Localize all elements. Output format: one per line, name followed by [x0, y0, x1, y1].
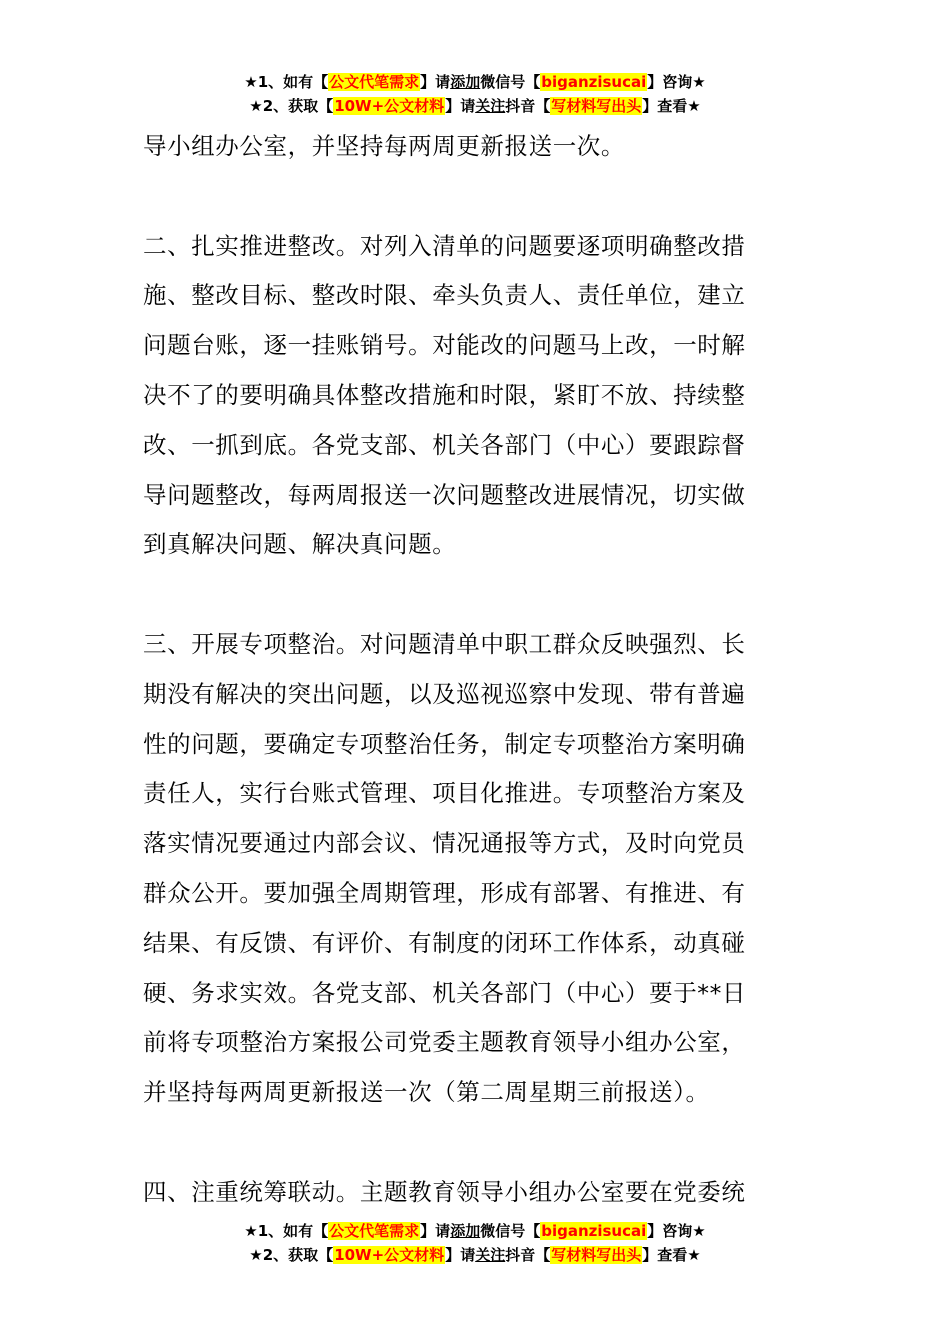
paragraph-gap: [143, 172, 808, 222]
banner-text: 】请: [445, 97, 476, 115]
banner-underline: 添加: [450, 73, 481, 91]
banner-line-2: [0, 1243, 950, 1267]
banner-text: 】请: [420, 1222, 451, 1240]
footer-banner: [0, 1219, 950, 1267]
text-line: 性的问题，要确定专项整治任务，制定专项整治方案明确: [143, 729, 746, 758]
banner-line-2: [0, 94, 950, 118]
banner-text: 】查看★: [642, 97, 701, 115]
banner-text: 微信号【: [480, 1222, 541, 1240]
banner-highlight: 公文代笔需求: [329, 1222, 420, 1240]
banner-highlight: 10W+公文材料: [334, 1246, 445, 1264]
banner-highlight: 写材料写出头: [551, 1246, 642, 1264]
paragraph-gap: [143, 1118, 808, 1168]
banner-underline: 关注: [475, 97, 506, 115]
banner-highlight: biganzisucai: [541, 73, 647, 91]
banner-text: 】请: [420, 73, 451, 91]
banner-underline: 关注: [475, 1246, 506, 1264]
banner-text: ★1、如有【: [244, 1222, 329, 1240]
text-line: 改、一抓到底。各党支部、机关各部门（中心）要跟踪督: [143, 430, 746, 459]
text-line: 导问题整改，每两周报送一次问题整改进展情况，切实做: [143, 480, 746, 509]
banner-line-1: [0, 70, 950, 94]
paragraph-continuation: [143, 122, 808, 172]
text-line: 前将专项整治方案报公司党委主题教育领导小组办公室，: [143, 1028, 746, 1057]
text-line: 问题台账，逐一挂账销号。对能改的问题马上改，一时解: [143, 331, 746, 360]
document-body: [143, 122, 808, 1218]
banner-text: ★1、如有【: [244, 73, 329, 91]
text-line: 结果、有反馈、有评价、有制度的闭环工作体系，动真碰: [143, 928, 746, 957]
banner-line-1: [0, 1219, 950, 1243]
banner-text: 微信号【: [480, 73, 541, 91]
banner-highlight: 公文代笔需求: [329, 73, 420, 91]
paragraph-2: [143, 222, 808, 571]
text-line: 到真解决问题、解决真问题。: [143, 530, 457, 559]
text-line: 二、扎实推进整改。对列入清单的问题要逐项明确整改措: [143, 231, 746, 260]
text-line: 四、注重统筹联动。主题教育领导小组办公室要在党委统: [143, 1177, 746, 1206]
text-line: 施、整改目标、整改时限、牵头负责人、责任单位，建立: [143, 281, 746, 310]
banner-text: 抖音【: [505, 97, 551, 115]
text-line: 决不了的要明确具体整改措施和时限，紧盯不放、持续整: [143, 380, 746, 409]
paragraph-gap: [143, 570, 808, 620]
text-line: 并坚持每两周更新报送一次（第二周星期三前报送）。: [143, 1078, 710, 1107]
text-line: 期没有解决的突出问题，以及巡视巡察中发现、带有普遍: [143, 679, 746, 708]
banner-highlight: 写材料写出头: [551, 97, 642, 115]
banner-highlight: 10W+公文材料: [334, 97, 445, 115]
banner-text: ★2、获取【: [249, 1246, 334, 1264]
text-line: 群众公开。要加强全周期管理，形成有部署、有推进、有: [143, 878, 746, 907]
banner-text: 】咨询★: [647, 73, 706, 91]
text-line: 硬、务求实效。各党支部、机关各部门（中心）要于**日: [143, 978, 747, 1007]
text-line: 导小组办公室，并坚持每两周更新报送一次。: [143, 132, 625, 160]
banner-text: 】咨询★: [647, 1222, 706, 1240]
banner-text: 】请: [445, 1246, 476, 1264]
paragraph-3: [143, 620, 808, 1118]
text-line: 责任人，实行台账式管理、项目化推进。专项整治方案及: [143, 779, 746, 808]
header-banner: [0, 70, 950, 118]
text-line: 落实情况要通过内部会议、情况通报等方式，及时向党员: [143, 829, 746, 858]
banner-text: ★2、获取【: [249, 97, 334, 115]
banner-highlight: biganzisucai: [541, 1222, 647, 1240]
banner-text: 抖音【: [505, 1246, 551, 1264]
paragraph-4: [143, 1168, 808, 1218]
banner-text: 】查看★: [642, 1246, 701, 1264]
text-line: 三、开展专项整治。对问题清单中职工群众反映强烈、长: [143, 629, 746, 658]
banner-underline: 添加: [450, 1222, 481, 1240]
